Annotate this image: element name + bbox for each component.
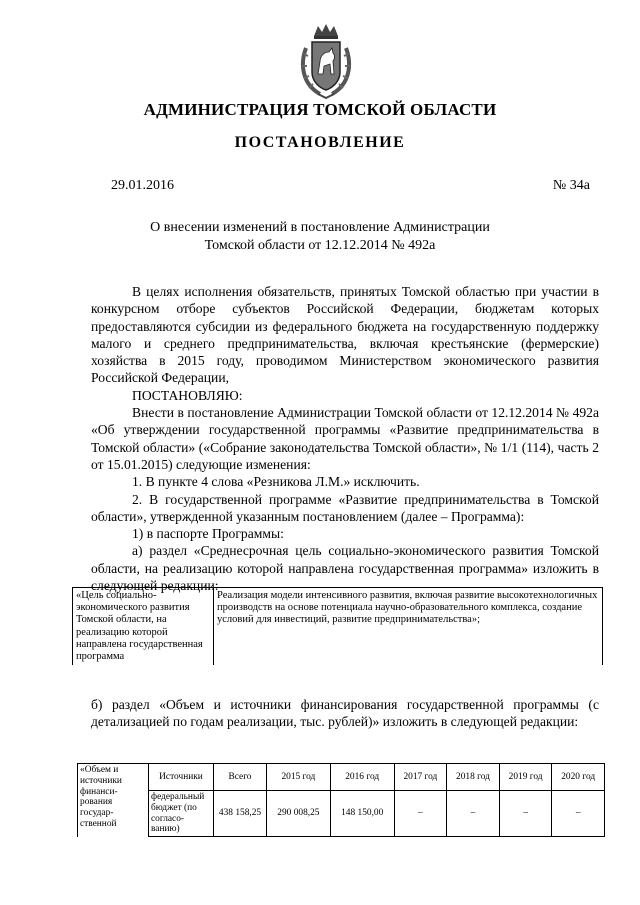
body-paragraph: 2. В государственной программе «Развитие предпринимательства в Томской области», утвержденной указанным постановлением (далее – Программа): — [91, 491, 599, 524]
body-paragraph: б) раздел «Объем и источники финансирования государственной программы (с детализацией по годам реализации, тыс. рублей)» изложить в следующей редакции: — [91, 697, 599, 730]
table-cell-value: Реализация модели интенсивного развития, включая развитие высокотехнологичных производств на основе потенциала научно-образовательного комплекса, создание условий для инвестиций, развитие предпринимательства»; — [214, 588, 603, 666]
resolve-heading: ПОСТАНОВЛЯЮ: — [132, 387, 243, 403]
column-header: 2016 год — [330, 764, 394, 791]
column-header: 2015 год — [267, 764, 331, 791]
goal-table — [72, 587, 603, 665]
body-paragraph: а) раздел «Среднесрочная цель социально-экономического развития Томской области, на реализацию которой направлена государственная программа» изложить в следующей редакции: — [91, 543, 599, 594]
document-body — [91, 283, 599, 594]
table-cell-year: 290 008,25 — [267, 791, 331, 837]
coat-of-arms-emblem — [296, 22, 356, 102]
financing-table — [77, 763, 605, 837]
document-date: 29.01.2016 — [111, 178, 174, 193]
column-header: 2020 год — [552, 764, 605, 791]
column-header: 2018 год — [447, 764, 500, 791]
document-body-continued — [91, 696, 599, 731]
body-paragraph: 1) в паспорте Программы: — [132, 526, 284, 542]
column-header: Источники — [149, 764, 214, 791]
table-cell-source: федеральный бюджет (по согласо-ванию) — [149, 791, 214, 837]
table-cell-year: – — [552, 791, 605, 837]
document-number: № 34а — [552, 178, 590, 193]
body-paragraph: 1. В пункте 4 слова «Резникова Л.М.» исключить. — [132, 474, 420, 490]
table-cell-label: «Цель социально-экономического развития Томской области, на реализацию которой направлена государственная программа — [73, 588, 214, 666]
column-header: 2019 год — [499, 764, 552, 791]
table-header-row — [78, 764, 605, 791]
body-paragraph: Внести в постановление Администрации Томской области от 12.12.2014 № 492а «Об утверждении государственной программы «Развитие предпринимательства в Томской области» («Собрание законодательства Томской области», № 1/1 (114), часть 2 от 15.01.2015) следующие изменения: — [91, 405, 599, 472]
organization-title: АДМИНИСТРАЦИЯ ТОМСКОЙ ОБЛАСТИ — [143, 100, 497, 119]
table-row — [73, 588, 603, 666]
table-cell-year: – — [447, 791, 500, 837]
body-paragraph: В целях исполнения обязательств, принятых Томской областью при участии в конкурсном отборе субъектов Российской Федерации, бюджетам которых предоставляются субсидии из федерального бюджета на государственную поддержку малого и среднего предпринимательства, включая крестьянские (фермерские) хозяйства в 2015 году, проводимом Министерством экономического развития Российской Федерации, — [91, 284, 599, 386]
column-header: 2017 год — [394, 764, 447, 791]
table-cell-total: 438 158,25 — [214, 791, 267, 837]
table-cell-year: 148 150,00 — [330, 791, 394, 837]
table-row-header: «Объем и источники финанси-рования государ-ственной — [78, 764, 149, 837]
column-header: Всего — [214, 764, 267, 791]
table-cell-year: – — [394, 791, 447, 837]
subject-line: О внесении изменений в постановление Администрации — [150, 220, 490, 235]
table-cell-year: – — [499, 791, 552, 837]
subject-line: Томской области от 12.12.2014 № 492а — [204, 238, 436, 253]
document-type: ПОСТАНОВЛЕНИЕ — [234, 134, 406, 151]
table-row — [78, 791, 605, 837]
document-subject — [0, 219, 640, 255]
